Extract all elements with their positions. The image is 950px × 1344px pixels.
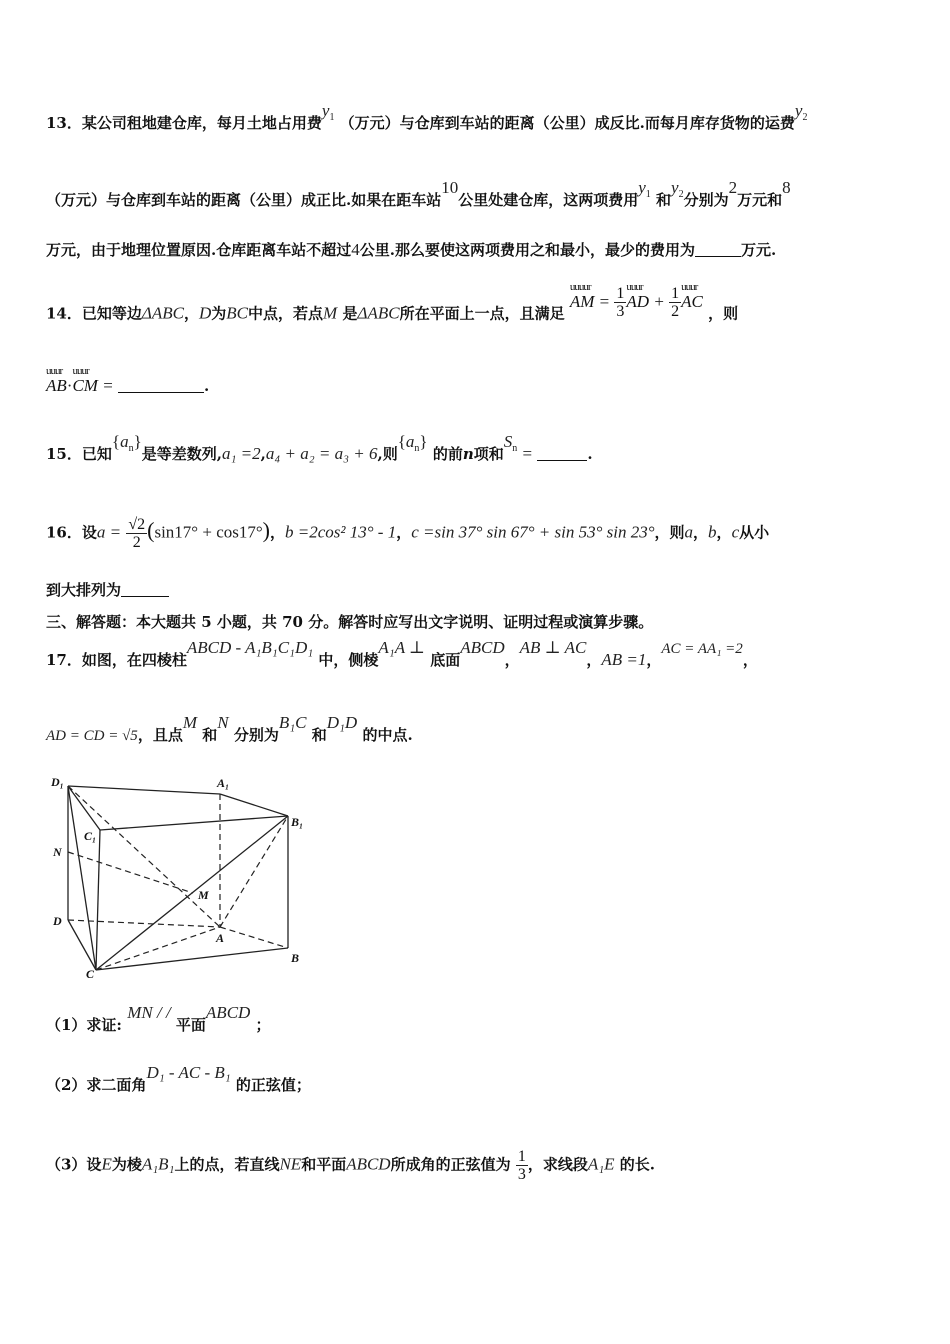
q17-number: 17． — [46, 651, 82, 669]
q17-part-2: （2）求二面角D₁ - AC - B₁ 的正弦值； — [46, 1063, 311, 1094]
q15-number: 15． — [46, 445, 82, 463]
q13-line-3: 万元，由于地理位置原因.仓库距离车站不超过4公里.那么要使这两项费用之和最小，最少的费用为 万元. — [46, 240, 777, 259]
hidden-AB1 — [220, 816, 288, 927]
q15-answer-blank[interactable] — [537, 446, 587, 461]
label-B: B — [291, 951, 300, 965]
vector-AM: uuuur AM — [569, 280, 595, 311]
q17-line-2: AD = CD = √5，且点M 和N 分别为B₁C 和D₁D 的中点. — [46, 713, 413, 744]
q17-part-1: （1）求证: MN / / 平面ABCD ； — [46, 1003, 271, 1034]
q13-number: 13． — [46, 114, 82, 132]
vector-AB: uuur AB — [46, 365, 67, 395]
q16-number: 16． — [46, 523, 82, 542]
sum-Sn: $S_n$ — [503, 432, 518, 454]
edge-CB — [96, 948, 288, 970]
sequence-an-b: $\{a_n\}$ — [397, 432, 428, 454]
hidden-D1A — [68, 786, 220, 927]
math-y2-b: $y_2$ — [671, 178, 684, 200]
edge-C1C — [96, 830, 100, 970]
q16-line-1: 16．设a = $\frac{√2}{2}$ (sin17° + cos17°)，b =2cos² 13° - 1，c =sin 37° sin 67° + sin 53° sin 23°，则a，b，c从小 — [46, 516, 770, 551]
label-C1: C₁ — [84, 829, 97, 843]
q16-answer-blank[interactable] — [121, 582, 169, 597]
fraction-sqrt2-over-2: $\frac{√2}{2}$ — [128, 516, 146, 551]
q14-number: 14． — [46, 304, 82, 323]
fraction-one-third: $\frac{1}{3}$ — [616, 285, 625, 320]
edge-A1B1 — [220, 794, 288, 816]
q16-line-2: 到大排列为 — [46, 580, 169, 600]
edge-D1A1 — [68, 786, 220, 794]
edge-D1C — [68, 786, 96, 970]
fraction-one-third-b: $\frac{1}{3}$ — [517, 1148, 526, 1183]
q13-line-1: 13．某公司租地建仓库，每月土地占用费$y_1$ （万元）与仓库到车站的距离（公里）成反比.而每月库存货物的运费$y_2$ — [46, 101, 808, 132]
q15-line: 15．已知$\{a_n\}$是等差数列,a₁ =2,a₄ + a₂ = a₃ + 6,则$\{a_n\}$ 的前n项和$S_n$ = . — [46, 432, 593, 463]
label-D1: D₁ — [51, 775, 64, 789]
q14-line-1: 14．已知等边ΔABC，D为BC中点，若点M 是ΔABC所在平面上一点，且满足 uuuur AM = $\frac{1}{3}$ uuur AD + $\frac{1}{2}$ uuur AC ，则 — [46, 280, 739, 323]
math-y1: $y_1$ — [321, 101, 335, 123]
vector-AC: uuur AC — [681, 280, 703, 311]
math-y1-b: $y_1$ — [638, 178, 651, 200]
vector-AD: uuur AD — [626, 280, 650, 311]
q17-part-3: （3）设E为棱A₁B₁上的点，若直线NE和平面ABCD所成角的正弦值为 $\frac{1}{3}$ ，求线段A₁E 的长. — [46, 1148, 656, 1183]
q14-vector-equation: uuuur AM = $\frac{1}{3}$ uuur AD + $\frac{1}{2}$ uuur AC — [569, 280, 703, 320]
label-A1: A₁ — [217, 776, 230, 790]
q14-line-2: uuur AB· uuur CM = . — [46, 365, 210, 395]
prism-figure — [48, 772, 318, 984]
hidden-NM — [68, 852, 193, 893]
label-B1: B₁ — [291, 815, 304, 829]
label-N: N — [53, 845, 62, 859]
q13-answer-blank[interactable] — [695, 242, 741, 257]
sequence-an: $\{a_n\}$ — [111, 432, 142, 454]
edge-C1B1 — [100, 816, 288, 830]
math-y2: $y_2$ — [794, 101, 808, 123]
fraction-one-half: $\frac{1}{2}$ — [671, 285, 680, 320]
label-C: C — [86, 967, 95, 981]
label-M: M — [198, 888, 209, 902]
q14-answer-blank[interactable] — [118, 378, 204, 393]
q13-line-2: （万元）与仓库到车站的距离（公里）成正比.如果在距车站10公里处建仓库，这两项费用$y_1$ 和$y_2$分别为2万元和8 — [46, 178, 791, 209]
section-3-heading: 三、解答题：本大题共 5 小题，共 70 分。解答时应写出文字说明、证明过程或演算步骤。 — [46, 613, 654, 631]
hidden-AB — [220, 927, 288, 948]
vector-CM: uuur CM — [72, 365, 98, 395]
edge-D1C1 — [68, 786, 100, 830]
label-A: A — [216, 931, 225, 945]
hidden-DA — [68, 920, 220, 927]
label-D: D — [53, 914, 62, 928]
q17-line-1: 17．如图，在四棱柱ABCD - A₁B₁C₁D₁ 中，侧棱A₁A ⊥ 底面ABCD，AB ⊥ AC，AB =1，AC = AA₁ =2， — [46, 638, 758, 669]
